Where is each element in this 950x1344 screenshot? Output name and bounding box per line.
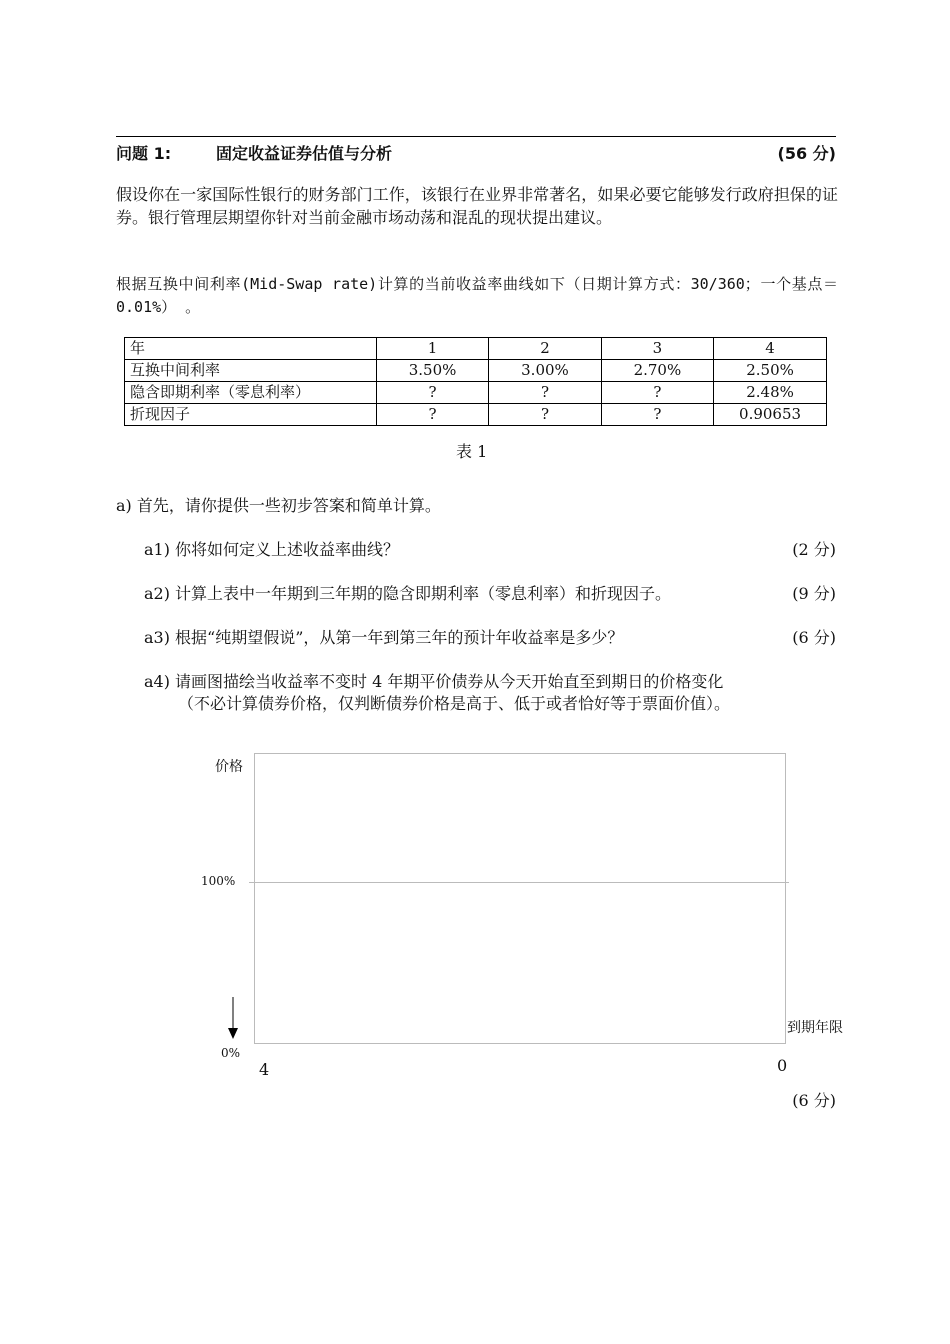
table-cell: 折现因子 xyxy=(125,404,377,426)
table-row xyxy=(125,382,827,404)
chart-xlabel: 到期年限 xyxy=(787,1020,843,1036)
subquestion-a4-continued: （不必计算债券价格，仅判断债券价格是高于、低于或者恰好等于票面价值）。 xyxy=(178,694,731,713)
table-cell: 0.90653 xyxy=(714,404,827,426)
table-cell: ? xyxy=(376,382,488,404)
table-cell: ? xyxy=(489,404,601,426)
table-header-cell: 3 xyxy=(601,338,713,360)
subquestion-a4: a4) 请画图描绘当收益率不变时 4 年期平价债券从今天开始直至到期日的价格变化 xyxy=(144,672,724,691)
x-tick-4: 4 xyxy=(259,1060,270,1079)
table-header-row xyxy=(125,338,827,360)
subquestion-a2-points: (9 分) xyxy=(792,584,836,603)
chart-ylabel: 价格 xyxy=(215,759,243,775)
y-tick-100: 100% xyxy=(201,874,236,888)
top-rule xyxy=(116,136,836,137)
table-cell: 2.70% xyxy=(601,360,713,382)
down-arrow-icon xyxy=(226,997,240,1041)
table-cell: 2.50% xyxy=(714,360,827,382)
subquestion-a1-points: (2 分) xyxy=(792,540,836,559)
par-value-line xyxy=(249,882,789,883)
subquestion-a1: a1) 你将如何定义上述收益率曲线？ xyxy=(144,540,400,559)
y-tick-0: 0% xyxy=(221,1046,241,1060)
table-cell: 3.50% xyxy=(376,360,488,382)
question-number: 问题 1: xyxy=(116,144,172,163)
yield-curve-table xyxy=(124,337,827,426)
curve-intro-paragraph: 根据互换中间利率(Mid-Swap rate)计算的当前收益率曲线如下（日期计算方式：30/360；一个基点＝0.01%） 。 xyxy=(116,275,838,316)
subquestion-a3: a3) 根据“纯期望假说”，从第一年到第三年的预计年收益率是多少？ xyxy=(144,628,624,647)
price-chart-area xyxy=(254,753,786,1044)
table-header-cell: 4 xyxy=(714,338,827,360)
table-cell: 3.00% xyxy=(489,360,601,382)
table-caption: 表 1 xyxy=(456,442,488,461)
table-row xyxy=(125,360,827,382)
x-tick-0: 0 xyxy=(777,1056,788,1075)
question-points: (56 分) xyxy=(777,144,836,163)
table-cell: 互换中间利率 xyxy=(125,360,377,382)
table-cell: ? xyxy=(376,404,488,426)
question-title: 固定收益证券估值与分析 xyxy=(216,144,393,163)
intro-paragraph: 假设你在一家国际性银行的财务部门工作，该银行在业界非常著名，如果必要它能够发行政府担保的证券。银行管理层期望你针对当前金融市场动荡和混乱的现状提出建议。 xyxy=(116,185,838,227)
table-header-cell: 1 xyxy=(376,338,488,360)
chart-points: (6 分) xyxy=(792,1091,836,1110)
table-header-cell: 年 xyxy=(125,338,377,360)
table-cell: ? xyxy=(601,404,713,426)
table-cell: 隐含即期利率（零息利率） xyxy=(125,382,377,404)
table-cell: ? xyxy=(601,382,713,404)
table-row xyxy=(125,404,827,426)
table-header-cell: 2 xyxy=(489,338,601,360)
table-cell: 2.48% xyxy=(714,382,827,404)
subquestion-a3-points: (6 分) xyxy=(792,628,836,647)
subquestion-a2: a2) 计算上表中一年期到三年期的隐含即期利率（零息利率）和折现因子。 xyxy=(144,584,672,603)
part-a-intro: a) 首先，请你提供一些初步答案和简单计算。 xyxy=(116,496,441,515)
table-cell: ? xyxy=(489,382,601,404)
